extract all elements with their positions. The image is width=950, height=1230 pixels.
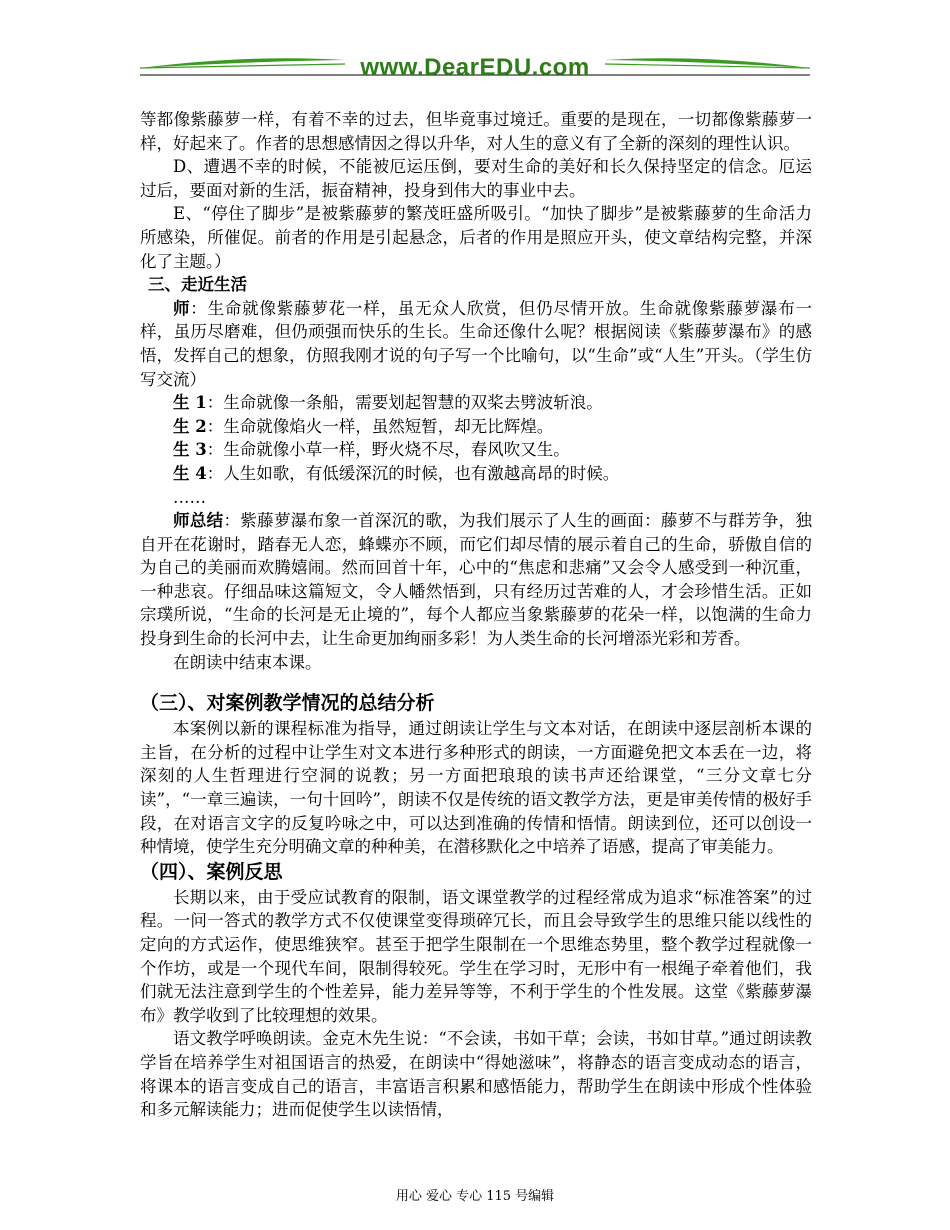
paragraph-reflection-1: 长期以来，由于受应试教育的限制，语文课堂教学的过程经常成为追求“标准答案”的过程。一问一答式的教学方式不仅使课堂变得琐碎冗长，而且会导致学生的思维只能以线性的定向的方式运作，使思维狭窄。甚至于把学生限制在一个思维态势里，整个教学过程就像一个作坊，或是一个现代车间，限制得较死。学生在学习时，无形中有一根绳子牵着他们，我们就无法注意到学生的个性差异，能力差异等等，不利于学生的个性发展。这堂《紫藤萝瀑布》教学收到了比较理想的效果。	[140, 887, 812, 1025]
student-3-text: ：生命就像小草一样，野火烧不尽，春风吹又生。	[206, 440, 570, 460]
student-answer-1	[140, 391, 812, 415]
student-2-text: ：生命就像焰火一样，虽然短暂，却无比辉煌。	[206, 416, 554, 436]
paragraph-reflection-2: 语文教学呼唤朗读。金克木先生说：“不会读，书如干草；会读，书如甘草。”通过朗读教学旨在培养学生对祖国语言的热爱，在朗读中“得她滋味”，将静态的语言变成动态的语言，将课本的语言变成自己的语言，丰富语言积累和感悟能力，帮助学生在朗读中形成个性体验和多元解读能力；进而促使学生以读悟情，	[140, 1029, 812, 1120]
speaker-label-student-2: 生 2	[173, 416, 207, 436]
speaker-label-summary: 师总结	[173, 511, 224, 531]
teacher-text: ：生命就像紫藤萝花一样，虽无众人欣赏，但仍尽情开放。生命就像紫藤萝瀑布一样，虽历尽磨难，但仍顽强而快乐的生长。生命还像什么呢？根据阅读《紫藤萝瀑布》的感悟，发挥自己的想象，仿照我刚才说的句子写一个比喻句，以“生命”或“人生”开头。（学生仿写交流）	[140, 298, 813, 389]
student-answer-3	[140, 438, 812, 462]
student-4-text: ：人生如歌，有低缓深沉的时候，也有激越高昂的时候。	[206, 463, 620, 483]
section-heading-case-analysis: （三）、对案例教学情况的总结分析	[140, 692, 435, 715]
summary-text: ：紫藤萝瀑布象一首深沉的歌，为我们展示了人生的画面：藤萝不与群芳争，独自开在花谢时，踏春无人恋，蜂蝶亦不顾，而它们却尽情的展示着自己的生命，骄傲自信的为自己的美丽而欢腾嬉闹。然而回首十年，心中的“焦虑和悲痛”又会令人感受到一种沉重，一种悲哀。仔细品味这篇短文，令人幡然悟到，只有经历过苦难的人，才会珍惜生活。正如宗璞所说，“生命的长河是无止境的”，每个人都应当象紫藤萝的花朵一样，以饱满的生命力投身到生命的长河中去，让生命更加绚丽多彩！为人类生命的长河增添光彩和芳香。	[140, 511, 813, 649]
paragraph-teacher-summary	[140, 509, 812, 651]
paragraph-answer-e: E、“停住了脚步”是被紫藤萝的繁茂旺盛所吸引。“加快了脚步”是被紫藤萝的生命活力所感染，所催促。前者的作用是引起悬念，后者的作用是照应开头，使文章结构完整，并深化了主题。）	[140, 204, 812, 271]
section-heading-3: 三、走近生活	[148, 275, 247, 295]
speaker-label-teacher: 师	[173, 298, 191, 318]
paragraph-teacher-prompt	[140, 297, 812, 391]
paragraph-continuation: 等都像紫藤萝一样，有着不幸的过去，但毕竟事过境迁。重要的是现在，一切都像紫藤萝一样，好起来了。作者的思想感情因之得以升华，对人生的意义有了全新的深刻的理性认识。	[140, 110, 812, 153]
paragraph-answer-d: D、遭遇不幸的时候，不能被厄运压倒，要对生命的美好和长久保持坚定的信念。厄运过后，要面对新的生活，振奋精神，投身到伟大的事业中去。	[140, 157, 812, 200]
speaker-label-student-3: 生 3	[173, 440, 207, 460]
ellipsis-line: ……	[173, 487, 206, 507]
page-footer: 用心 爱心 专心 115 号编辑	[395, 1189, 555, 1204]
student-answer-2	[140, 415, 812, 439]
document-body	[140, 108, 812, 1122]
student-answer-4	[140, 462, 812, 486]
speaker-label-student-4: 生 4	[173, 463, 207, 483]
site-header-logo	[140, 50, 810, 90]
speaker-label-student-1: 生 1	[173, 393, 207, 413]
paragraph-closing: 在朗读中结束本课。	[173, 652, 322, 672]
section-heading-reflection: （四）、案例反思	[140, 860, 283, 883]
site-logo-text: www.DearEDU.com	[360, 54, 590, 81]
paragraph-analysis: 本案例以新的课程标准为指导，通过朗读让学生与文本对话，在朗读中逐层剖析本课的主旨，在分析的过程中让学生对文本进行多种形式的朗读，一方面避免把文本丢在一边，将深刻的人生哲理进行空洞的说教；另一方面把琅琅的读书声还给课堂，“三分文章七分读”，“一章三遍读，一句十回吟”，朗读不仅是传统的语文教学方法，更是审美传情的极好手段，在对语言文字的反复吟咏之中，可以达到准确的传情和悟情。朗读到位，还可以创设一种情境，使学生充分明确文章的种种美，在潜移默化之中培养了语感，提高了审美能力。	[140, 719, 812, 857]
student-1-text: ：生命就像一条船，需要划起智慧的双桨去劈波斩浪。	[206, 393, 603, 413]
